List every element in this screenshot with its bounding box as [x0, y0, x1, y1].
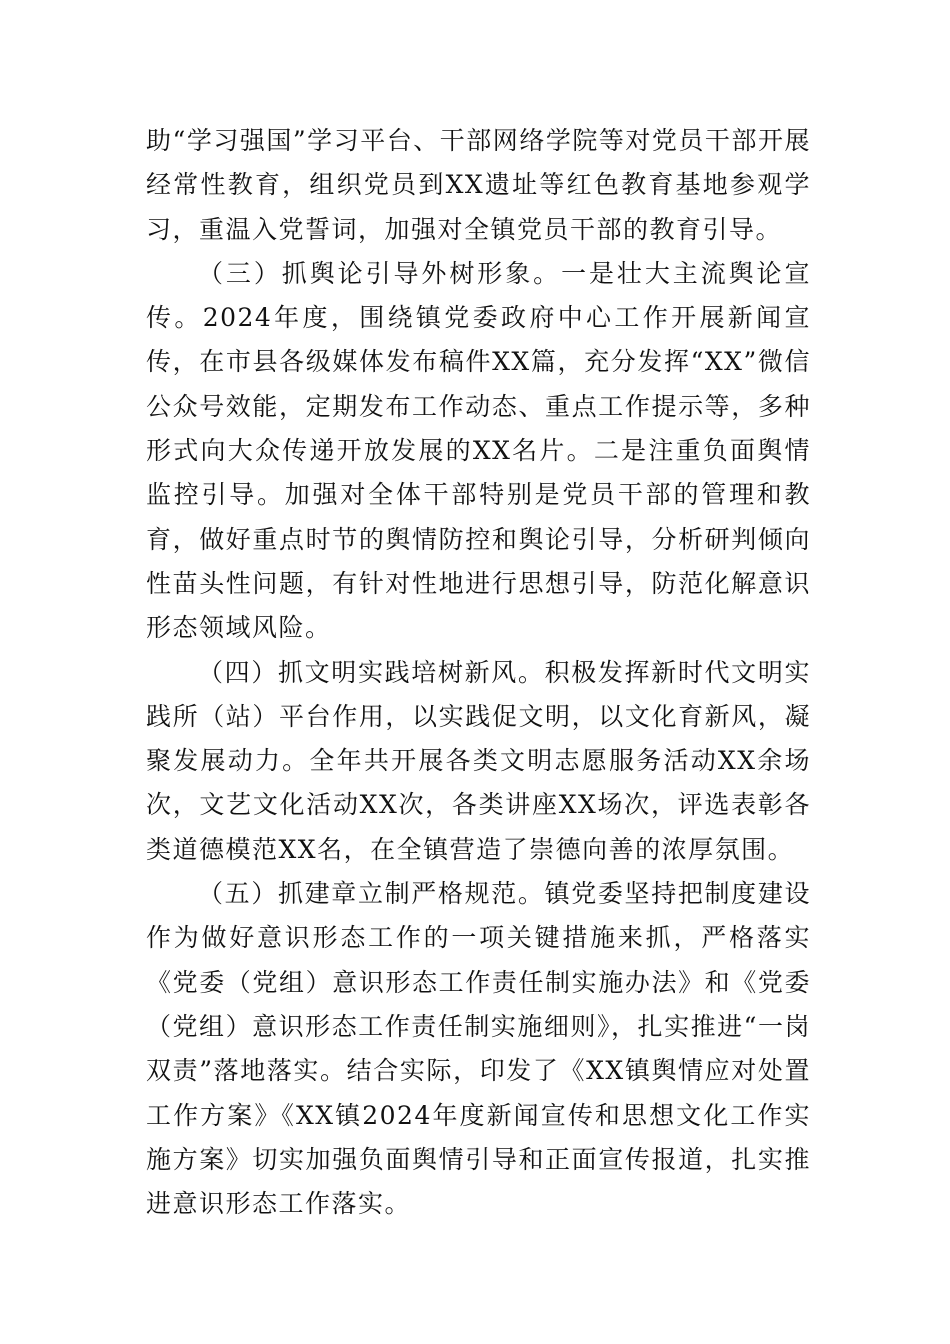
- section-heading: （五）抓建章立制严格规范。: [198, 879, 545, 909]
- paragraph-text: 一是壮大主流舆论宣传。2024年度，围绕镇党委政府中心工作开展新闻宣传，在市县各级媒体发布稿件XX篇，充分发挥“XX”微信公众号效能，定期发布工作动态、重点工作提示等，多种形式向大众传递开放发展的XX名片。二是注重负面舆情监控引导。加强对全体干部特别是党员干部的管理和教育，做好重点时节的舆情防控和舆论引导，分析研判倾向性苗头性问题，有针对性地进行思想引导，防范化解意识形态领域风险。: [146, 258, 811, 643]
- document-body: [146, 119, 811, 1226]
- paragraph-civilization-practice: [146, 651, 811, 872]
- paragraph-continued: [146, 119, 811, 252]
- paragraph-text: 镇党委坚持把制度建设作为做好意识形态工作的一项关键措施来抓，严格落实《党委（党组）意识形态工作责任制实施办法》和《党委（党组）意识形态工作责任制实施细则》，扎实推进“一岗双责”落地落实。结合实际，印发了《XX镇舆情应对处置工作方案》《XX镇2024年度新闻宣传和思想文化工作实施方案》切实加强负面舆情引导和正面宣传报道，扎实推进意识形态工作落实。: [146, 879, 811, 1219]
- paragraph-text: 助“学习强国”学习平台、干部网络学院等对党员干部开展经常性教育，组织党员到XX遗址等红色教育基地参观学习，重温入党誓词，加强对全镇党员干部的教育引导。: [146, 126, 811, 244]
- paragraph-text: 积极发挥新时代文明实践所（站）平台作用，以实践促文明，以文化育新风，凝聚发展动力。全年共开展各类文明志愿服务活动XX余场次，文艺文化活动XX次，各类讲座XX场次，评选表彰各类道德模范XX名，在全镇营造了崇德向善的浓厚氛围。: [146, 657, 811, 864]
- paragraph-rules-system: [146, 872, 811, 1226]
- section-heading: （四）抓文明实践培树新风。: [198, 657, 545, 687]
- section-heading: （三）抓舆论引导外树形象。: [198, 258, 562, 288]
- paragraph-public-opinion: [146, 252, 811, 651]
